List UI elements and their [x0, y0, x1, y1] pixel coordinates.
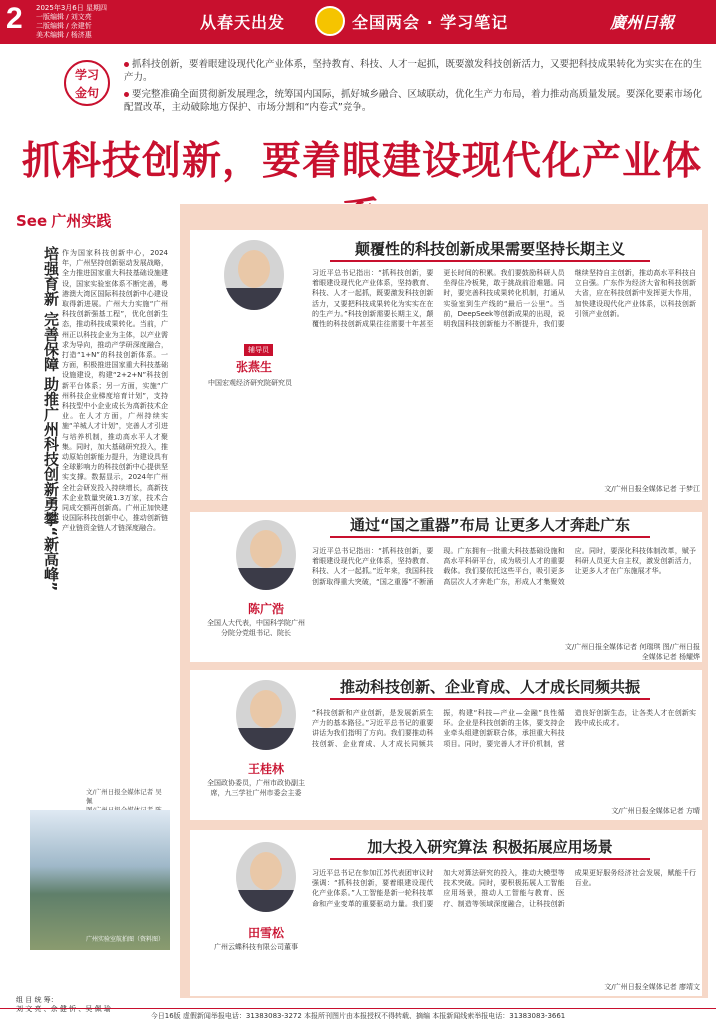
section-credit: 文/广州日报全媒体记者 于梦江: [604, 485, 700, 493]
editor-line-3: 美术编辑 / 杨济惠: [36, 31, 92, 39]
column-subtitle: 全国两会 · 学习笔记: [352, 13, 509, 32]
page-number: 2: [6, 2, 23, 35]
section-title: 加大投入研究算法 积极拓展应用场景: [367, 838, 613, 856]
page-footer: 今日16版 虚假新闻举报电话：31383083-3272 本报所刊图片由本报授权不得转载、摘编 本报新闻线索举报电话：31383083-3661: [0, 1008, 716, 1024]
see-guangzhou-label: See 广州实践: [16, 212, 112, 230]
section-title: 颠覆性的科技创新成果需要坚持长期主义: [354, 240, 625, 258]
section-rule: [330, 260, 650, 262]
role-tag: 辅导员: [244, 344, 273, 356]
section-credit: 文/广州日报全媒体记者 何瑞琪 图/广州日报全媒体记者 杨耀烨: [564, 643, 700, 662]
sidebar-title: 培强育新 完善保障 助推广州科技创新勇攀“新高峰”: [42, 246, 60, 592]
national-emblem-icon: [315, 6, 345, 36]
section-body: 习近平总书记指出：“抓科技创新，要着眼建设现代化产业体系，坚持教育、科技、人才一起抓。”近年来，我国科技创新取得重大突破，“国之重器”不断涌现。广东拥有一批重大科技基础设施和高水平科研平台，成为吸引人才的重要载体。我们要依托这些平台，吸引更多高层次人才奔赴广东，形成人才集聚效应。同时，要深化科技体制改革，赋予科研人员更大自主权，激发创新活力，让更多人才在广东施展才华。: [312, 547, 696, 586]
person-name: 王桂林: [248, 762, 285, 776]
page-header: [0, 0, 716, 44]
bullet-icon: [124, 92, 129, 97]
section-rule: [330, 858, 650, 860]
quote-line-1: 抓科技创新，要着眼建设现代化产业体系，坚持教育、科技、人才一起抓，既要激发科技创新活力，又要把科技成果转化为实实在在的生产力。: [124, 59, 703, 83]
section-body: 习近平总书记指出：“抓科技创新，要着眼建设现代化产业体系，坚持教育、科技、人才一起抓，既要激发科技创新活力，又要把科技成果转化为实实在在的生产力。”科技创新需要长期主义，颠覆性的科技创新成果往往需要十年甚至更长时间的积累。我们要鼓励科研人员坐得住冷板凳，敢于挑战前沿难题。同时，要完善科技成果转化机制，打通从实验室到生产线的“最后一公里”。当前，DeepSeek等创新成果的出现，说明我国科技创新能力不断提升，我们要继续坚持自主创新，推动高水平科技自立自强。广东作为经济大省和科技创新大省，应在科技创新中发挥更大作用，加快建设现代化产业体系，以科技创新引领产业创新。: [312, 269, 696, 329]
avatar: [236, 680, 296, 750]
person-name: 陈广浩: [248, 602, 285, 616]
section-credit: 文/广州日报全媒体记者 方晴: [611, 807, 700, 815]
section-body: 习近平总书记在参加江苏代表团审议时强调：“抓科技创新，要着眼建设现代化产业体系。”人工智能是新一轮科技革命和产业变革的重要驱动力量。我们要加大对算法研究的投入，推动大模型等技术突破。同时，要积极拓展人工智能应用场景，推动人工智能与教育、医疗、制造等领域深度融合，让科技创新成果更好服务经济社会发展，赋能千行百业。: [312, 869, 696, 908]
editor-line-1: 一版编辑 / 刘文亮: [36, 13, 92, 21]
editor-line-2: 二版编辑 / 余建忻: [36, 22, 92, 30]
avatar: [236, 520, 296, 590]
newspaper-logo: 廣州日報: [610, 13, 675, 32]
avatar: [236, 842, 296, 912]
person-title: 中国宏观经济研究院研究员: [208, 379, 292, 387]
badge-line-2: 金句: [74, 86, 99, 100]
header-meta: [36, 4, 107, 40]
person-name: 张燕生: [236, 360, 273, 374]
main-headline: 抓科技创新，要着眼建设现代化产业体: [21, 138, 702, 184]
quote-line-2: 要完整准确全面贯彻新发展理念，统筹国内国际，抓好城乡融合、区域联动，优化生产力布局，着力推动高质量发展。要深化要素市场化配置改革，主动破除地方保护、市场分割和“内卷式”竞争。: [124, 89, 703, 113]
sidebar-body: 作为国家科技创新中心，2024年，广州坚持创新驱动发展战略，全力推进国家重大科技基础设施建设，国家实验室体系不断完善，粤港澳大湾区国际科技创新中心建设取得新进展。广州大力实施“广州科技创新强基工程”，优化创新生态，推动科技成果转化。当前，广州正以科技企业为主体，以产业需求为导向，推动产学研深度融合，打造“1+N”的科技创新体系。一方面，积极推进国家重大科技基础设施建设，构建“2+2+N”科技创新平台体系；另一方面，实施“广州科技企业梯度培育计划”，支持科技型中小企业成长为高新技术企业。在人才方面，广州持续实施“羊城人才计划”，完善人才引进与培养机制，推动高水平人才聚集。同时，加大基础研究投入，推动原始创新能力提升，为建设具有全球影响力的科技创新中心提供坚实支撑。数据显示，2024年广州全社会研发投入持续增长，高新技术企业数量突破1.3万家，技术合同成交额再创新高。广州正加快建设国际科技创新中心，推动创新链产业链资金链人才链深度融合。: [62, 249, 168, 533]
section-title: 通过“国之重器”布局 让更多人才奔赴广东: [350, 516, 630, 534]
person-title: 全国人大代表，中国科学院广州分院分党组书记、院长: [207, 619, 305, 637]
photo-caption: 广州实验室航拍图（资料图）: [86, 936, 165, 943]
lab-aerial-photo: [30, 810, 170, 950]
section-title: 推动科技创新、企业育成、人才成长同频共振: [339, 678, 640, 696]
section-rule: [330, 536, 650, 538]
column-title: 从春天出发: [200, 13, 286, 32]
person-title: 广州云蝶科技有限公司董事: [214, 943, 298, 951]
section-label: 广州实践: [51, 212, 112, 230]
badge-line-1: 学习: [74, 68, 99, 82]
page-byline: 组 目 统 筹： 刘 文 亮 、余 健 忻 、吴 佩 瑜: [16, 996, 111, 1013]
section-credit: 文/广州日报全媒体记者 廖靖文: [604, 983, 700, 991]
bullet-icon: [124, 62, 129, 67]
issue-date: 2025年3月6日 星期四: [36, 4, 107, 12]
study-quote-badge: [64, 60, 110, 106]
sidebar-credits: 文/广州日报全媒体记者 吴佩: [86, 788, 162, 805]
section-body: “科技创新和产业创新，是发展新质生产力的基本路径。”习近平总书记的重要讲话为我们指明了方向。我们要推动科技创新、企业育成、人才成长同频共振，构建“科技—产业—金融”良性循环。企业是科技创新的主体，要支持企业牵头组建创新联合体，承担重大科技项目。同时，要完善人才评价机制，营造良好创新生态，让各类人才在创新实践中成长成才。: [312, 709, 696, 748]
avatar: [224, 240, 284, 310]
section-rule: [330, 698, 650, 700]
person-title: 全国政协委员，广州市政协副主席，九三学社广州市委会主委: [207, 779, 305, 797]
person-name: 田雪松: [248, 926, 285, 940]
